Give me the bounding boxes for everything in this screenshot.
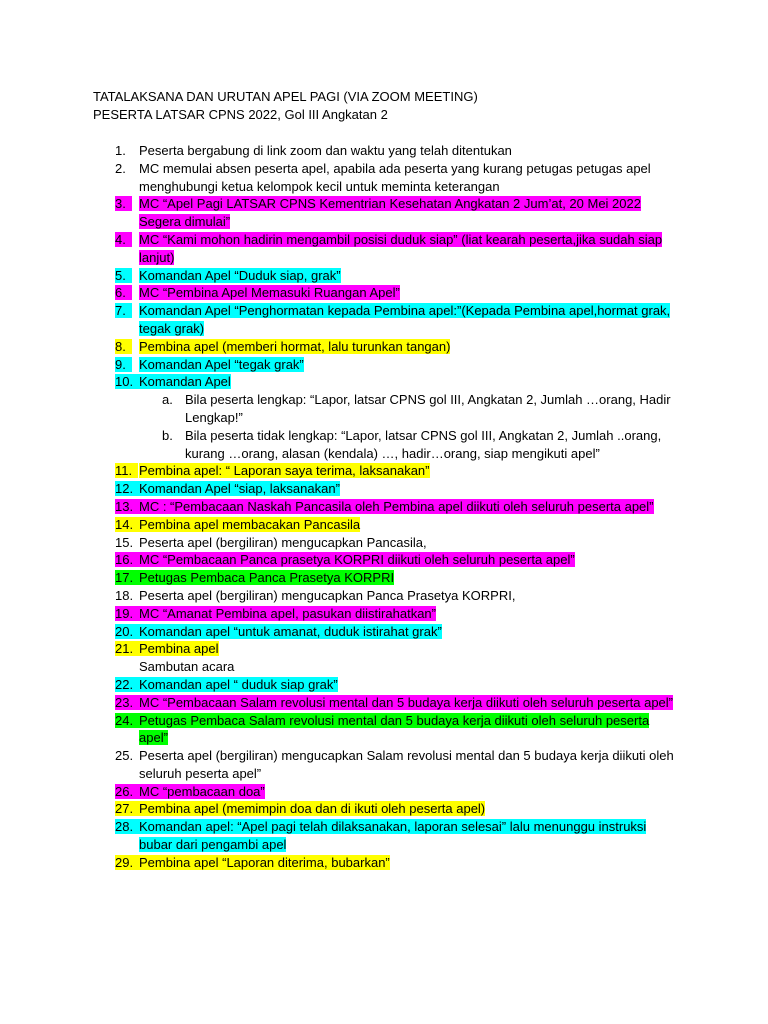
list-item [115, 231, 675, 267]
list-item [115, 338, 675, 356]
list-item-text: Pembina apel “Laporan diterima, bubarkan” [139, 854, 390, 870]
list-item-number [115, 338, 139, 356]
header-title: TATALAKSANA DAN URUTAN APEL PAGI (VIA ZOOM MEETING) [93, 89, 478, 104]
list-item-number [115, 480, 139, 498]
list-item-number-text: 5. [115, 268, 132, 283]
list-item-number [115, 534, 139, 552]
list-item [115, 676, 675, 694]
list-item-number [115, 231, 139, 267]
list-item-number-text: 15. [115, 534, 134, 550]
list-item-text: Komandan apel “untuk amanat, duduk istirahat grak” [139, 623, 442, 639]
list-item [115, 818, 675, 854]
list-item-number [115, 569, 139, 587]
list-item-text: Pembina apel [139, 641, 219, 657]
list-item-text: Komandan apel: “Apel pagi telah dilaksanakan, laporan selesai” lalu menunggu instruksi bubar dari pengambi apel [139, 819, 647, 853]
list-item [115, 160, 675, 196]
sub-list-item-text: Bila peserta tidak lengkap: “Lapor, latsar CPNS gol III, Angkatan 2, Jumlah ..orang, kurang …orang, alasan (kendala) …, hadir…orang, siap mengikuti apel” [185, 427, 662, 461]
list-item-number-text: 11. [115, 463, 138, 478]
list-item-number [115, 516, 139, 534]
list-item-text: MC “Amanat Pembina apel, pasukan diistirahatkan” [139, 605, 436, 621]
list-item-number-text: 20. [115, 624, 139, 639]
list-item [115, 284, 675, 302]
list-item [115, 747, 675, 783]
list-item [115, 373, 675, 391]
list-item-text: Pembina apel: “ Laporan saya terima, laksanakan” [139, 463, 430, 479]
sub-list-item-letter: b. [162, 427, 173, 443]
list-item [115, 640, 675, 658]
list-item-text: Peserta bergabung di link zoom dan waktu yang telah ditentukan [139, 143, 512, 158]
list-item-text: Komandan Apel [139, 374, 231, 390]
list-item-number-text: 12. [115, 481, 139, 496]
list-item-text: Komandan Apel “siap, laksanakan” [139, 481, 340, 497]
list-item-number [115, 160, 139, 196]
list-item-number [115, 640, 139, 658]
sub-list-item [162, 427, 675, 463]
list-item-number [115, 373, 139, 391]
list-item-text: Petugas Pembaca Salam revolusi mental dan 5 budaya kerja diikuti oleh seluruh peserta apel” [139, 712, 650, 746]
list-item-number [115, 302, 139, 338]
list-item-number [115, 267, 139, 285]
list-item-number [115, 462, 139, 480]
list-item-number [115, 623, 139, 641]
list-item-number-text: 3. [115, 196, 132, 211]
document-header [93, 88, 478, 124]
list-item-number-text: 7. [115, 303, 132, 318]
list-item-number-text: 28. [115, 819, 139, 834]
list-item-number-text: 13. [115, 499, 139, 514]
list-item-number-text: 18. [115, 587, 134, 603]
list-item [115, 605, 675, 623]
list-item [115, 800, 675, 818]
list-item [115, 551, 675, 569]
list-item-number-text: 23. [115, 695, 139, 710]
list-item-number-text: 19. [115, 606, 139, 621]
list-item-number-text: 4. [115, 232, 132, 247]
list-item-number [115, 498, 139, 516]
header-subtitle: PESERTA LATSAR CPNS 2022, Gol III Angkatan 2 [93, 106, 388, 122]
list-item [115, 142, 675, 160]
list-item-text: Pembina apel (memberi hormat, lalu turunkan tangan) [139, 338, 451, 354]
list-item-text: Komandan apel “ duduk siap grak” [139, 676, 338, 692]
list-item-number-text: 8. [115, 339, 132, 354]
list-item [115, 534, 675, 552]
list-item [115, 712, 675, 748]
list-item-number [115, 800, 139, 818]
list-item [115, 587, 675, 605]
list-item-number-text: 21. [115, 641, 139, 656]
list-item-text: MC “Kami mohon hadirin mengambil posisi duduk siap” (liat kearah peserta,jika sudah siap lanjut) [139, 231, 663, 265]
list-item [115, 569, 675, 587]
list-item-text: MC “Pembacaan Panca prasetya KORPRI diikuti oleh seluruh peserta apel” [139, 552, 575, 568]
list-item-number-text: 2. [115, 160, 126, 176]
list-item-number [115, 676, 139, 694]
list-item-number-text: 25. [115, 748, 134, 764]
list-item [115, 480, 675, 498]
list-item [115, 302, 675, 338]
procedure-list [115, 142, 675, 872]
list-item-number [115, 783, 139, 801]
list-item-text: Peserta apel (bergiliran) mengucapkan Pancasila, [139, 534, 427, 550]
list-item-number-text: 17. [115, 570, 139, 585]
list-item [115, 498, 675, 516]
list-item-text: MC “Pembina Apel Memasuki Ruangan Apel” [139, 285, 400, 301]
list-item [115, 195, 675, 231]
list-item-number-text: 16. [115, 552, 139, 567]
list-item [115, 267, 675, 285]
list-item-number-text: 6. [115, 285, 132, 300]
list-item-number [115, 747, 139, 783]
list-item-number-text: 29. [115, 855, 139, 870]
list-item-number [115, 694, 139, 712]
list-item [115, 694, 675, 712]
list-item-number [115, 195, 139, 231]
list-item-number [115, 284, 139, 302]
list-item [115, 356, 675, 374]
list-item-text: Peserta apel (bergiliran) mengucapkan Panca Prasetya KORPRI, [139, 587, 516, 603]
list-item-number [115, 605, 139, 623]
list-item [115, 623, 675, 641]
list-item-text: Pembina apel membacakan Pancasila [139, 516, 361, 532]
list-item-number [115, 818, 139, 854]
sub-list-item-text: Bila peserta lengkap: “Lapor, latsar CPNS gol III, Angkatan 2, Jumlah …orang, Hadir Lengkap!” [185, 392, 671, 425]
sub-list-item [162, 391, 675, 427]
list-item-text: MC “Apel Pagi LATSAR CPNS Kementrian Kesehatan Angkatan 2 Jum’at, 20 Mei 2022 Segera dimulai” [139, 196, 641, 230]
list-item-number [115, 142, 139, 160]
list-item-number-text: 9. [115, 357, 132, 372]
sub-list-item-letter: a. [162, 392, 173, 408]
list-item-number-text: 22. [115, 677, 139, 692]
list-item-text: Pembina apel (memimpin doa dan di ikuti oleh peserta apel) [139, 801, 486, 817]
list-item-number-text: 24. [115, 713, 139, 728]
list-item-text: MC : “Pembacaan Naskah Pancasila oleh Pembina apel diikuti oleh seluruh peserta apel” [139, 498, 654, 514]
list-item-number-text: 1. [115, 143, 126, 158]
list-item-number-text: 27. [115, 801, 139, 816]
list-item-number [115, 854, 139, 872]
list-item-text: Komandan Apel “Penghormatan kepada Pembina apel:”(Kepada Pembina apel,hormat grak, tegak grak) [139, 303, 671, 336]
list-item [115, 462, 675, 480]
list-item-text: Peserta apel (bergiliran) mengucapkan Salam revolusi mental dan 5 budaya kerja diikuti oleh seluruh peserta apel” [139, 748, 674, 781]
list-item-text: MC “Pembacaan Salam revolusi mental dan 5 budaya kerja diikuti oleh seluruh peserta apel” [139, 694, 674, 710]
plain-text-line: Sambutan acara [139, 659, 235, 675]
list-item-number [115, 712, 139, 748]
list-item-text: MC memulai absen peserta apel, apabila ada peserta yang kurang petugas petugas apel menghubungi ketua kelompok kecil untuk meminta keterangan [139, 160, 651, 194]
list-item-text: Komandan Apel “Duduk siap, grak” [139, 267, 341, 283]
list-item-text: Komandan Apel “tegak grak” [139, 356, 304, 372]
list-item [115, 854, 675, 872]
list-item-text: MC “pembacaan doa” [139, 783, 265, 799]
list-item-text: Petugas Pembaca Panca Prasetya KORPRI [139, 570, 395, 586]
list-item-number [115, 551, 139, 569]
list-item-number-text: 26. [115, 784, 139, 799]
list-item [115, 516, 675, 534]
list-item-number [115, 587, 139, 605]
list-item-number-text: 10. [115, 374, 139, 389]
list-item-number [115, 356, 139, 374]
list-item-number-text: 14. [115, 517, 139, 532]
list-item [115, 783, 675, 801]
